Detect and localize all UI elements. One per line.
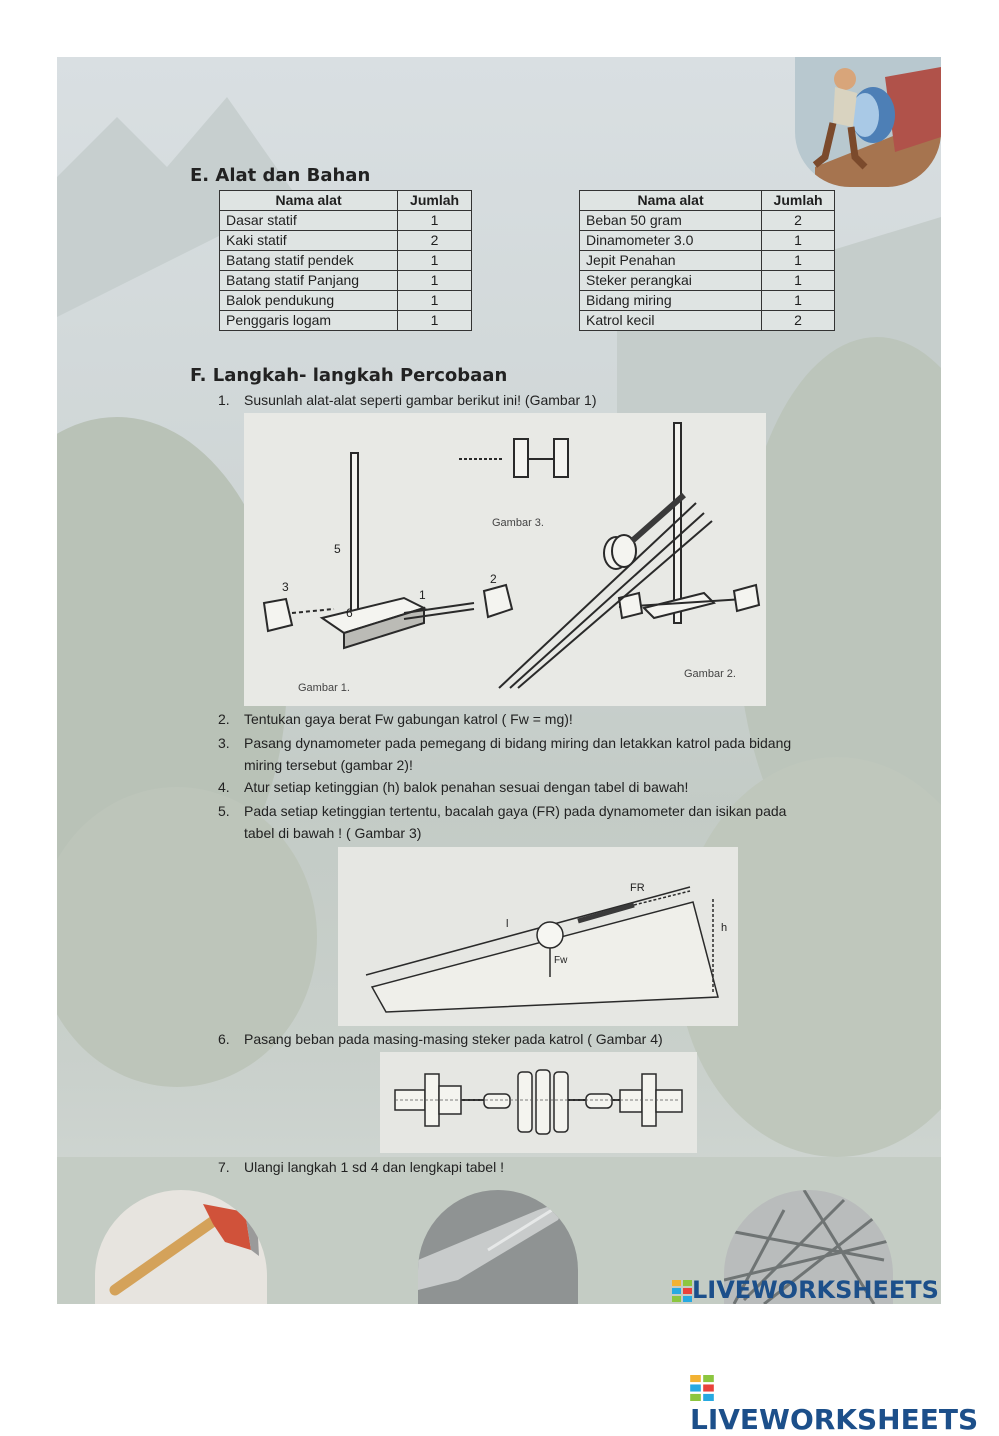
tool-name: Steker perangkai bbox=[580, 271, 762, 291]
liveworksheets-logo-footer[interactable] bbox=[690, 1370, 999, 1436]
tool-name: Dasar statif bbox=[220, 211, 398, 231]
tool-name: Batang statif Panjang bbox=[220, 271, 398, 291]
pulley-weights-figure-4 bbox=[380, 1052, 697, 1153]
table-row bbox=[580, 311, 835, 331]
table-row bbox=[580, 211, 835, 231]
tool-name: Kaki statif bbox=[220, 231, 398, 251]
tool-qty: 2 bbox=[762, 311, 835, 331]
step-number: 5. bbox=[218, 803, 230, 819]
logo-text: LIVEWORKSHEETS bbox=[692, 1276, 939, 1304]
tool-qty: 2 bbox=[398, 231, 472, 251]
step-text: Pasang dynamometer pada pemegang di bidang miring dan letakkan katrol pada bidang bbox=[244, 735, 792, 751]
table-row bbox=[220, 251, 472, 271]
step-7 bbox=[218, 1156, 838, 1178]
label-l: l bbox=[506, 918, 509, 930]
tool-qty: 1 bbox=[398, 291, 472, 311]
label-fr: FR bbox=[630, 882, 645, 894]
step-6 bbox=[218, 1028, 838, 1050]
tool-qty: 1 bbox=[398, 251, 472, 271]
label-6: 6 bbox=[346, 606, 353, 620]
step-number: 7. bbox=[218, 1159, 230, 1175]
tool-name: Batang statif pendek bbox=[220, 251, 398, 271]
column-header: Nama alat bbox=[220, 191, 398, 211]
table-row bbox=[580, 231, 835, 251]
label-gambar-3: Gambar 3. bbox=[492, 517, 544, 529]
table-row bbox=[220, 231, 472, 251]
step-number: 4. bbox=[218, 779, 230, 795]
tool-qty: 1 bbox=[762, 231, 835, 251]
liveworksheets-logo-inner bbox=[672, 1276, 939, 1304]
tool-name: Beban 50 gram bbox=[580, 211, 762, 231]
worksheet-page bbox=[57, 57, 941, 1304]
logo-blocks-icon bbox=[672, 1280, 692, 1302]
label-3: 3 bbox=[282, 580, 289, 594]
tool-name: Penggaris logam bbox=[220, 311, 398, 331]
tool-qty: 1 bbox=[762, 291, 835, 311]
tool-name: Dinamometer 3.0 bbox=[580, 231, 762, 251]
tool-qty: 1 bbox=[762, 251, 835, 271]
step-text: tabel di bawah ! ( Gambar 3) bbox=[244, 825, 422, 841]
label-gambar-1: Gambar 1. bbox=[298, 682, 350, 694]
label-h: h bbox=[721, 922, 728, 934]
tool-qty: 1 bbox=[398, 211, 472, 231]
label-2: 2 bbox=[490, 572, 497, 586]
tool-qty: 1 bbox=[398, 311, 472, 331]
apparatus-figure-1 bbox=[244, 413, 766, 706]
step-text: Pasang beban pada masing-masing steker pada katrol ( Gambar 4) bbox=[244, 1031, 663, 1047]
step-1 bbox=[218, 389, 838, 411]
step-text: Susunlah alat-alat seperti gambar berikut ini! (Gambar 1) bbox=[244, 392, 597, 408]
table-row bbox=[220, 271, 472, 291]
step-number: 2. bbox=[218, 711, 230, 727]
boy-pushing-barrel-illustration bbox=[795, 57, 941, 187]
column-header: Jumlah bbox=[398, 191, 472, 211]
column-header: Jumlah bbox=[762, 191, 835, 211]
step-text: Ulangi langkah 1 sd 4 dan lengkapi tabel ! bbox=[244, 1159, 504, 1175]
step-text: Tentukan gaya berat Fw gabungan katrol ( Fw = mg)! bbox=[244, 711, 573, 727]
label-1: 1 bbox=[419, 588, 426, 602]
tools-table-right bbox=[579, 190, 835, 331]
label-5: 5 bbox=[334, 542, 341, 556]
tool-qty: 1 bbox=[398, 271, 472, 291]
tools-table-left bbox=[219, 190, 472, 331]
column-header: Nama alat bbox=[580, 191, 762, 211]
step-number: 1. bbox=[218, 392, 230, 408]
tool-name: Bidang miring bbox=[580, 291, 762, 311]
inclined-plane-figure-3 bbox=[338, 847, 738, 1026]
section-f-title: F. Langkah- langkah Percobaan bbox=[190, 365, 508, 386]
tool-name: Katrol kecil bbox=[580, 311, 762, 331]
label-fw: Fw bbox=[554, 955, 568, 966]
tool-qty: 1 bbox=[762, 271, 835, 291]
table-row bbox=[220, 211, 472, 231]
section-e-title: E. Alat dan Bahan bbox=[190, 165, 371, 186]
label-gambar-2: Gambar 2. bbox=[684, 668, 736, 680]
table-row bbox=[580, 251, 835, 271]
step-5 bbox=[218, 800, 858, 844]
tool-name: Jepit Penahan bbox=[580, 251, 762, 271]
step-number: 6. bbox=[218, 1031, 230, 1047]
step-text: Atur setiap ketinggian (h) balok penahan sesuai dengan tabel di bawah! bbox=[244, 779, 689, 795]
step-text: miring tersebut (gambar 2)! bbox=[244, 757, 413, 773]
logo-blocks-icon bbox=[690, 1375, 714, 1401]
logo-text: LIVEWORKSHEETS bbox=[690, 1403, 979, 1436]
table-row bbox=[580, 271, 835, 291]
step-2 bbox=[218, 708, 838, 730]
step-3 bbox=[218, 732, 858, 776]
tool-qty: 2 bbox=[762, 211, 835, 231]
step-4 bbox=[218, 776, 838, 798]
table-row bbox=[220, 311, 472, 331]
table-row bbox=[580, 291, 835, 311]
tool-name: Balok pendukung bbox=[220, 291, 398, 311]
step-number: 3. bbox=[218, 735, 230, 751]
table-row bbox=[220, 291, 472, 311]
step-text: Pada setiap ketinggian tertentu, bacalah gaya (FR) pada dynamometer dan isikan pada bbox=[244, 803, 787, 819]
